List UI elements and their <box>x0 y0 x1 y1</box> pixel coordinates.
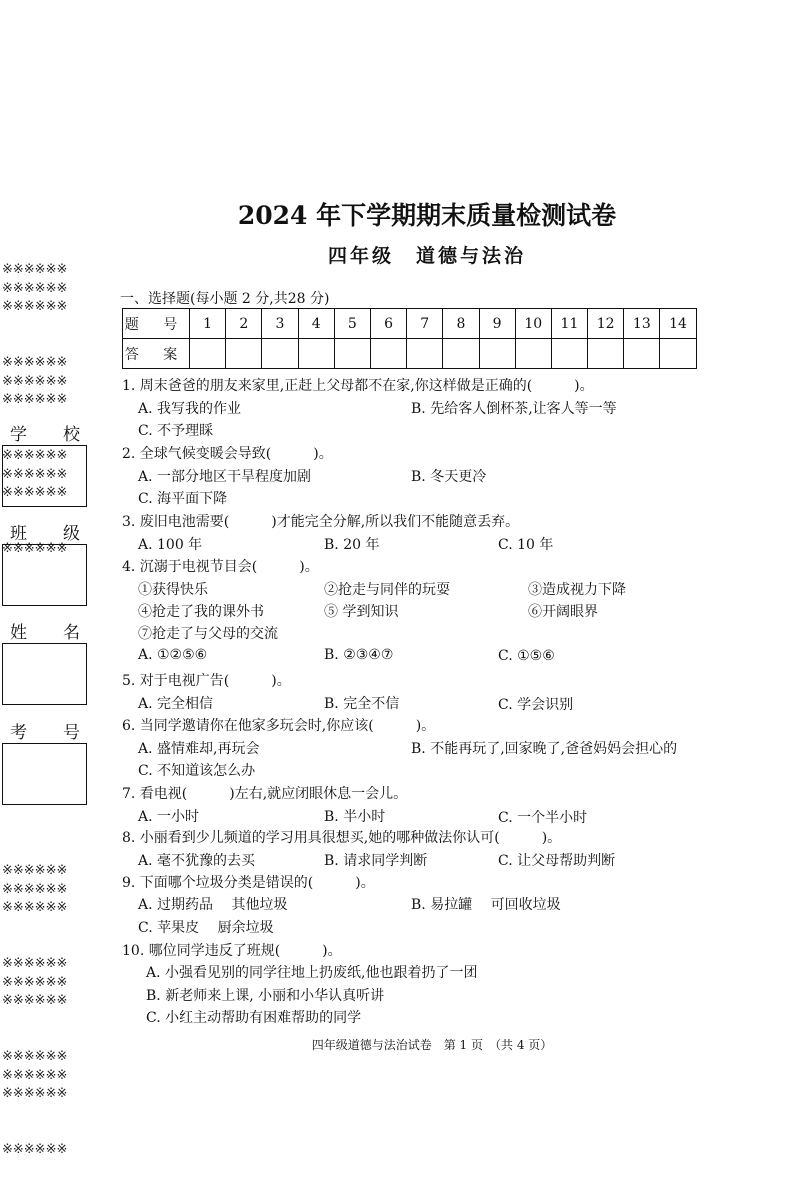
answer-cell[interactable] <box>515 339 551 369</box>
question-number-cell: 7 <box>407 309 443 339</box>
q4-item-3: ③造成视力下降 <box>528 582 626 598</box>
answer-cell[interactable] <box>443 339 479 369</box>
answer-cell[interactable] <box>551 339 587 369</box>
q6-option-b: B. 不能再玩了,回家晚了,爸爸妈妈会担心的 <box>411 741 678 757</box>
question-number-cell: 12 <box>588 309 624 339</box>
school-label: 学 校 <box>10 425 80 445</box>
q4-item-4: ④抢走了我的课外书 <box>138 604 264 620</box>
q10-option-c: C. 小红主动帮助有困难帮助的同学 <box>146 1010 362 1026</box>
q4-item-7: ⑦抢走了与父母的交流 <box>138 626 278 642</box>
question-number-cell: 6 <box>370 309 406 339</box>
q5-option-c: C. 学会识别 <box>498 697 574 713</box>
answer-table <box>122 308 697 369</box>
answer-cell[interactable] <box>660 339 696 369</box>
q1-option-a: A. 我写我的作业 <box>138 401 242 417</box>
q4-option-a: A. ①②⑤⑥ <box>138 647 208 663</box>
class-label: 班 级 <box>10 524 80 544</box>
page-title: 2024 年下学期期末质量检测试卷 <box>237 201 617 230</box>
q8-option-b: B. 请求同学判断 <box>324 853 428 869</box>
question-number-cell: 8 <box>443 309 479 339</box>
q9-option-b: B. 易拉罐 可回收垃圾 <box>411 897 561 913</box>
question-2: 2. 全球气候变暖会导致( )。 <box>122 446 333 462</box>
section-heading: 一、选择题(每小题 2 分,共28 分) <box>120 291 330 307</box>
q1-option-b: B. 先给客人倒杯茶,让客人等一等 <box>411 401 617 417</box>
table-row <box>123 309 697 339</box>
question-5: 5. 对于电视广告( )。 <box>122 673 291 689</box>
question-number-cell: 13 <box>624 309 660 339</box>
answer-cell[interactable] <box>407 339 443 369</box>
question-10: 10. 哪位同学违反了班规( )。 <box>122 943 342 959</box>
question-4: 4. 沉溺于电视节目会( )。 <box>122 559 319 575</box>
answer-cell[interactable] <box>624 339 660 369</box>
star-border-bottom: ※※※※※※ ※※※※※※ ※※※※※※ ※※※※※※ ※※※※※※ ※※※※※※ ※※※※※※ ※※※※※※ ※※※※※※ ※※※※※※ <box>2 863 68 1158</box>
page-footer: 四年级道德与法治试卷 第 1 页 （共 4 页） <box>311 1038 553 1052</box>
q3-option-a: A. 100 年 <box>138 537 203 553</box>
exam-number-field[interactable] <box>2 743 87 805</box>
q10-option-b: B. 新老师来上课, 小丽和小华认真听讲 <box>146 988 385 1004</box>
q1-option-c: C. 不予理睬 <box>138 423 214 439</box>
answer-cell[interactable] <box>226 339 262 369</box>
exam-number-label: 考 号 <box>10 723 80 743</box>
answer-cell[interactable] <box>190 339 226 369</box>
q2-option-a: A. 一部分地区干旱程度加剧 <box>138 469 312 485</box>
q9-option-a: A. 过期药品 其他垃圾 <box>138 897 288 913</box>
q9-option-c: C. 苹果皮 厨余垃圾 <box>138 920 274 936</box>
q2-option-b: B. 冬天更冷 <box>411 469 487 485</box>
answer-cell[interactable] <box>370 339 406 369</box>
name-field[interactable] <box>2 643 87 705</box>
q3-option-c: C. 10 年 <box>498 537 554 553</box>
question-1: 1. 周末爸爸的朋友来家里,正赶上父母都不在家,你这样做是正确的( )。 <box>122 378 594 394</box>
question-number-cell: 10 <box>515 309 551 339</box>
q6-option-c: C. 不知道该怎么办 <box>138 763 256 779</box>
answer-cell[interactable] <box>479 339 515 369</box>
question-number-cell: 2 <box>226 309 262 339</box>
question-number-cell: 14 <box>660 309 696 339</box>
q6-option-a: A. 盛情难却,再玩会 <box>138 741 260 757</box>
q4-option-c: C. ①⑤⑥ <box>498 648 555 664</box>
question-8: 8. 小丽看到少儿频道的学习用具很想买,她的哪种做法你认可( )。 <box>122 830 562 846</box>
question-number-cell: 11 <box>551 309 587 339</box>
q7-option-c: C. 一个半小时 <box>498 810 588 826</box>
answer-cell[interactable] <box>262 339 298 369</box>
q7-option-b: B. 半小时 <box>324 809 386 825</box>
q8-option-a: A. 毫不犹豫的去买 <box>138 853 256 869</box>
question-number-cell: 3 <box>262 309 298 339</box>
page-subtitle: 四年级 道德与法治 <box>327 245 526 267</box>
q3-option-b: B. 20 年 <box>324 537 380 553</box>
question-9: 9. 下面哪个垃圾分类是错误的( )。 <box>122 875 375 891</box>
question-number-cell: 4 <box>298 309 334 339</box>
q7-option-a: A. 一小时 <box>138 809 200 825</box>
class-field[interactable] <box>2 544 87 606</box>
star-border-top: ※※※※※※ ※※※※※※ ※※※※※※ ※※※※※※ ※※※※※※ ※※※※※※ ※※※※※※ ※※※※※※ ※※※※※※ ※※※※※※ <box>2 262 68 557</box>
q4-item-1: ①获得快乐 <box>138 582 208 598</box>
table-header-cell: 答 案 <box>123 339 190 369</box>
q4-item-5: ⑤ 学到知识 <box>324 604 399 620</box>
name-label: 姓 名 <box>10 623 80 643</box>
question-6: 6. 当同学邀请你在他家多玩会时,你应该( )。 <box>122 718 436 734</box>
answer-cell[interactable] <box>588 339 624 369</box>
q5-option-a: A. 完全相信 <box>138 696 214 712</box>
q4-option-b: B. ②③④⑦ <box>324 647 394 663</box>
question-number-cell: 5 <box>334 309 370 339</box>
question-3: 3. 废旧电池需要( )才能完全分解,所以我们不能随意丢弃。 <box>122 514 520 530</box>
q8-option-c: C. 让父母帮助判断 <box>498 853 616 869</box>
q4-item-6: ⑥开阔眼界 <box>528 604 598 620</box>
question-number-cell: 1 <box>190 309 226 339</box>
q5-option-b: B. 完全不信 <box>324 696 400 712</box>
school-field[interactable] <box>2 445 87 507</box>
table-header-cell: 题 号 <box>123 309 190 339</box>
q2-option-c: C. 海平面下降 <box>138 491 228 507</box>
q4-item-2: ②抢走与同伴的玩耍 <box>324 582 450 598</box>
answer-cell[interactable] <box>334 339 370 369</box>
answer-cell[interactable] <box>298 339 334 369</box>
question-number-cell: 9 <box>479 309 515 339</box>
question-7: 7. 看电视( )左右,就应闭眼休息一会儿。 <box>122 786 408 802</box>
table-row <box>123 339 697 369</box>
q10-option-a: A. 小强看见别的同学往地上扔废纸,他也跟着扔了一团 <box>146 965 478 981</box>
